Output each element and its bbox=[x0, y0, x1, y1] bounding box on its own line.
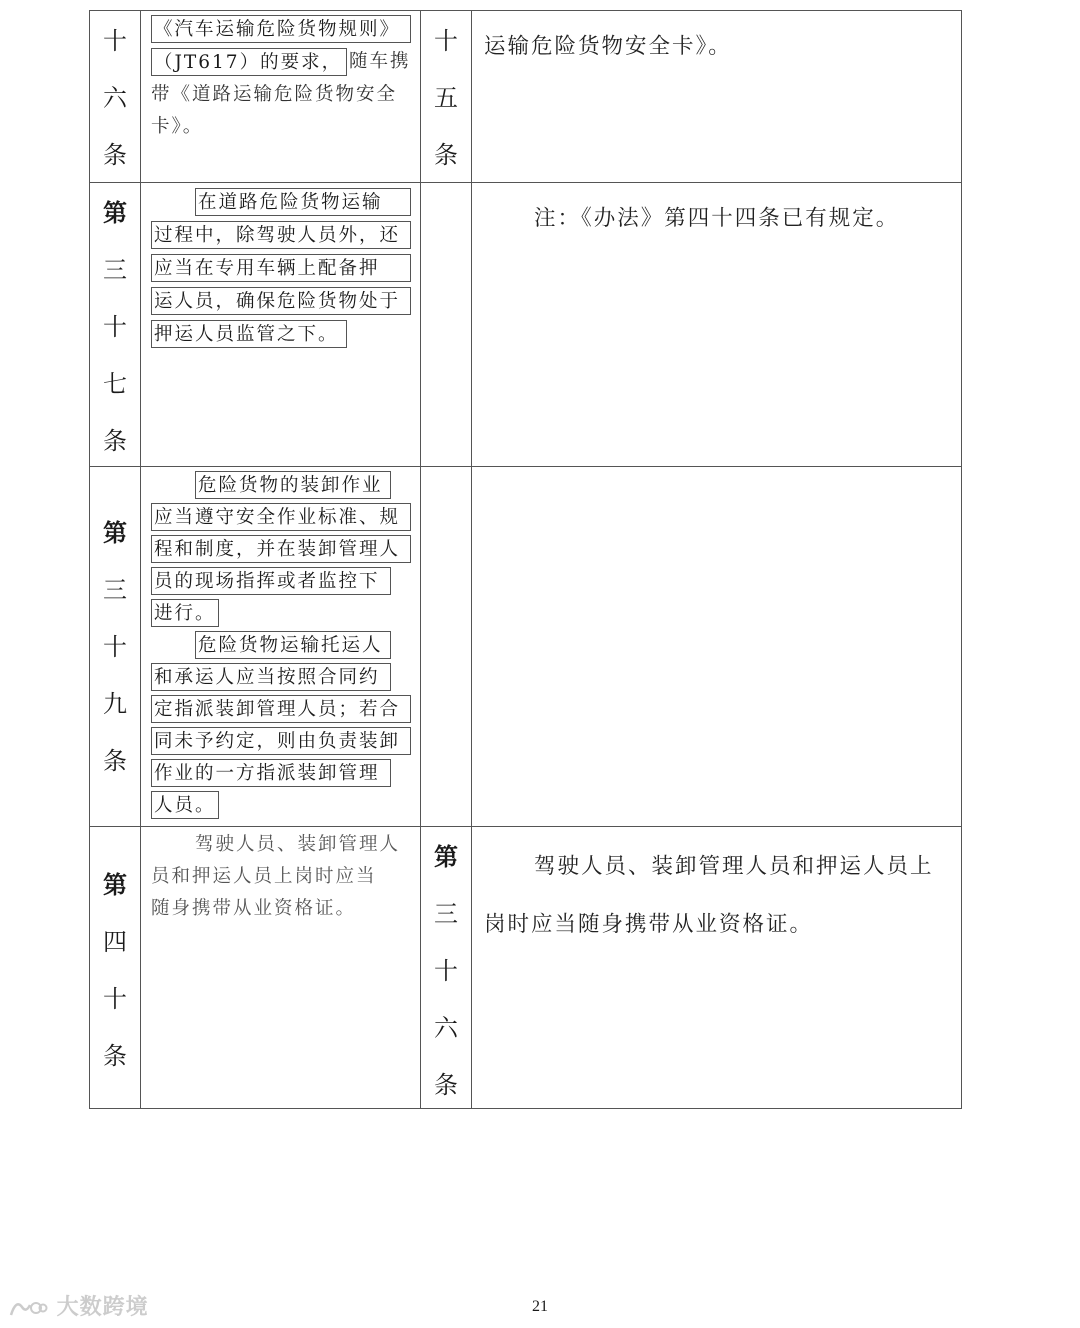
article-char: 十 bbox=[103, 27, 127, 55]
tracked-text-line: 运人员，确保危险货物处于 bbox=[151, 287, 411, 315]
article-char: 第 bbox=[103, 871, 127, 899]
article-char: 十 bbox=[434, 957, 458, 985]
table-row bbox=[90, 827, 961, 1108]
tracked-text-line: 和承运人应当按照合同约 bbox=[151, 663, 391, 691]
new-article-text-cell bbox=[472, 827, 961, 1108]
article-char: 十 bbox=[103, 985, 127, 1013]
article-char: 六 bbox=[103, 84, 127, 112]
article-char: 四 bbox=[103, 928, 127, 956]
table-row bbox=[90, 467, 961, 827]
article-char: 条 bbox=[103, 1042, 127, 1070]
new-article-text-cell bbox=[472, 183, 961, 466]
table-row bbox=[90, 183, 961, 467]
tracked-text-line: 进行。 bbox=[151, 599, 219, 627]
article-char: 三 bbox=[434, 900, 458, 928]
watermark-text: 大数跨境 bbox=[56, 1295, 149, 1320]
tracked-text-line: 作业的一方指派装卸管理 bbox=[151, 759, 391, 787]
text-line: 运输危险货物安全卡》。 bbox=[484, 34, 732, 59]
new-article-number-cell bbox=[421, 827, 472, 1108]
text-line: 驾驶人员、装卸管理人 bbox=[195, 834, 401, 855]
article-char: 六 bbox=[434, 1014, 458, 1042]
article-char: 三 bbox=[103, 576, 127, 604]
tracked-text-line: 《汽车运输危险货物规则》 bbox=[151, 15, 411, 43]
old-article-number-cell bbox=[90, 11, 141, 182]
article-char: 条 bbox=[103, 747, 127, 775]
text-line: 驾驶人员、装卸管理人员和押运人员上 bbox=[534, 854, 934, 879]
article-char: 十 bbox=[103, 313, 127, 341]
tracked-text-line: 应当遵守安全作业标准、规 bbox=[151, 503, 411, 531]
old-article-number-cell bbox=[90, 183, 141, 466]
watermark-logo-icon bbox=[8, 1297, 48, 1319]
old-article-number-cell bbox=[90, 827, 141, 1108]
old-article-text-cell bbox=[141, 183, 421, 466]
article-char: 条 bbox=[103, 427, 127, 455]
article-char: 七 bbox=[103, 370, 127, 398]
page-number: 21 bbox=[532, 1298, 548, 1315]
comparison-table bbox=[89, 10, 962, 1109]
article-char: 十 bbox=[103, 633, 127, 661]
table-row bbox=[90, 11, 961, 183]
tracked-text-line: 过程中，除驾驶人员外，还 bbox=[151, 221, 411, 249]
article-char: 三 bbox=[103, 256, 127, 284]
old-article-text-cell bbox=[141, 827, 421, 1108]
new-article-number-cell bbox=[421, 11, 472, 182]
tracked-text-line: 应当在专用车辆上配备押 bbox=[151, 254, 411, 282]
text-line: 带《道路运输危险货物安全 bbox=[151, 84, 398, 105]
note-text: 注：《办法》第四十四条已有规定。 bbox=[534, 206, 900, 231]
article-char: 第 bbox=[434, 843, 458, 871]
article-char: 五 bbox=[434, 84, 458, 112]
watermark bbox=[8, 1290, 149, 1321]
tracked-text-line: 员的现场指挥或者监控下 bbox=[151, 567, 391, 595]
new-article-number-cell bbox=[421, 467, 472, 826]
old-article-number-cell bbox=[90, 467, 141, 826]
article-char: 条 bbox=[103, 141, 127, 169]
text-line: 随身携带从业资格证。 bbox=[151, 898, 357, 919]
article-char: 第 bbox=[103, 519, 127, 547]
tracked-text-line: 人员。 bbox=[151, 791, 219, 819]
tracked-text-line: 危险货物运输托运人 bbox=[195, 631, 391, 659]
article-char: 条 bbox=[434, 141, 458, 169]
article-char: 条 bbox=[434, 1071, 458, 1099]
article-char: 十 bbox=[434, 27, 458, 55]
text-line: 员和押运人员上岗时应当 bbox=[151, 866, 377, 887]
text-line: 岗时应当随身携带从业资格证。 bbox=[484, 912, 814, 937]
tracked-text-line: 危险货物的装卸作业 bbox=[195, 471, 391, 499]
new-article-text-cell bbox=[472, 467, 961, 826]
old-article-text-cell bbox=[141, 467, 421, 826]
text-line: 卡》。 bbox=[151, 116, 204, 137]
tracked-text-line: （JT617）的要求， bbox=[151, 48, 347, 76]
new-article-number-cell bbox=[421, 183, 472, 466]
tracked-text-line: 在道路危险货物运输 bbox=[195, 188, 411, 216]
article-char: 九 bbox=[103, 690, 127, 718]
tracked-text-line: 程和制度，并在装卸管理人 bbox=[151, 535, 411, 563]
text-line: 随车携 bbox=[349, 51, 411, 72]
tracked-text-line: 押运人员监管之下。 bbox=[151, 320, 347, 348]
article-char: 第 bbox=[103, 199, 127, 227]
tracked-text-line: 定指派装卸管理人员；若合 bbox=[151, 695, 411, 723]
old-article-text-cell bbox=[141, 11, 421, 182]
new-article-text-cell bbox=[472, 11, 961, 182]
tracked-text-line: 同未予约定，则由负责装卸 bbox=[151, 727, 411, 755]
